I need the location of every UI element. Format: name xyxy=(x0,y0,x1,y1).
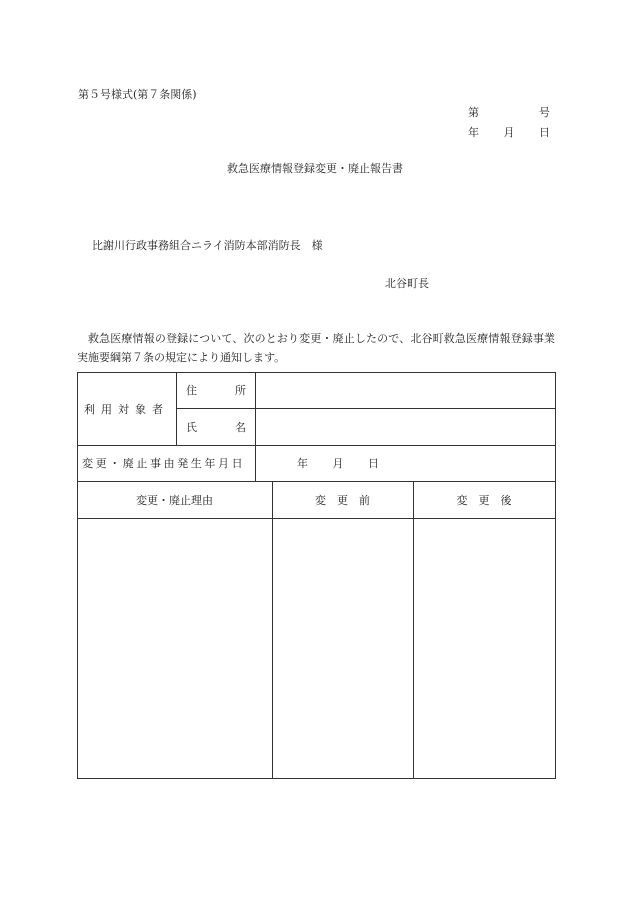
name-label-2: 名 xyxy=(235,421,246,434)
document-number-prefix: 第 xyxy=(468,106,479,119)
form-number: 第５号様式(第７条関係) xyxy=(78,88,197,101)
addressee: 比謝川行政事務組合ニライ消防本部消防長 様 xyxy=(92,239,323,252)
change-date-month: 月 xyxy=(332,457,344,470)
change-date-day: 日 xyxy=(368,457,379,470)
name-value[interactable] xyxy=(256,410,554,444)
change-date-value[interactable] xyxy=(297,445,379,481)
before-field[interactable] xyxy=(273,519,412,777)
table-divider xyxy=(176,372,177,445)
reason-field[interactable] xyxy=(78,519,271,777)
document-number-suffix: 号 xyxy=(539,106,550,119)
subject-label: 利用対象者 xyxy=(84,402,169,416)
address-value[interactable] xyxy=(256,373,554,407)
reason-header: 変更・廃止理由 xyxy=(136,493,213,507)
change-date-label xyxy=(82,445,250,481)
address-label-1: 住 xyxy=(186,384,197,397)
name-label xyxy=(186,409,246,445)
change-date-year: 年 xyxy=(297,457,308,470)
address-label xyxy=(186,372,246,408)
document-title: 救急医療情報登録変更・廃止報告書 xyxy=(227,162,403,175)
document-date-day: 日 xyxy=(539,126,550,139)
body-paragraph: 救急医療情報の登録について、次のとおり変更・廃止したので、北谷町救急医療情報登録事業実施要綱第７条の規定により通知します。 xyxy=(77,332,555,364)
document-date-line xyxy=(468,124,550,140)
table-border-bottom xyxy=(77,778,556,779)
table-border-right xyxy=(555,372,556,779)
document-date-month: 月 xyxy=(503,126,515,139)
name-label-1: 氏 xyxy=(186,421,197,434)
after-header: 変 更 後 xyxy=(456,493,512,507)
address-label-2: 所 xyxy=(235,384,246,397)
document-date-year: 年 xyxy=(468,126,479,139)
after-field[interactable] xyxy=(414,519,554,777)
before-header: 変 更 前 xyxy=(315,493,370,507)
document-number-line xyxy=(468,104,550,120)
sender: 北谷町長 xyxy=(385,277,429,290)
change-date-label-text: 変更・廃止事由発生年月日 xyxy=(82,457,246,470)
